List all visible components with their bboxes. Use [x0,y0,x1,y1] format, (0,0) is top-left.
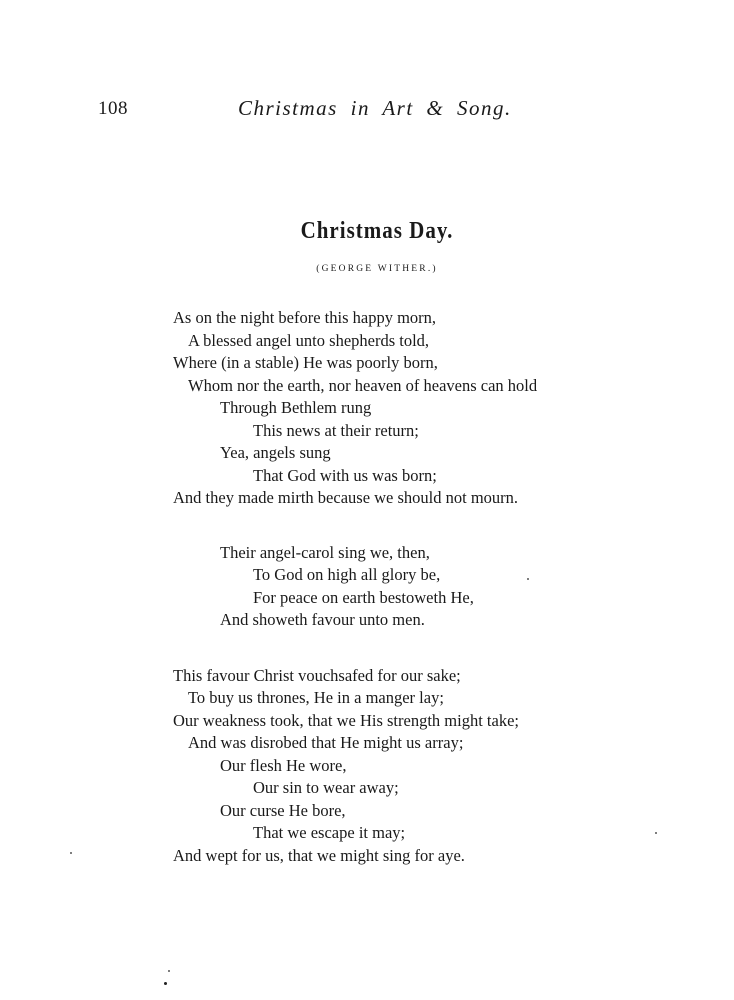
poem-line: To God on high all glory be, [253,565,441,584]
poem-line: Our curse He bore, [220,801,346,820]
running-head: Christmas in Art & Song. [238,96,512,120]
page-number: 108 [98,98,128,119]
poem-line: And was disrobed that He might us array; [188,733,464,752]
print-speck [655,832,657,834]
poem-author: (GEORGE WITHER.) [316,264,438,274]
poem-line: Our flesh He wore, [220,756,347,775]
poem-line: Whom nor the earth, nor heaven of heavens can hold [188,376,538,395]
poem-line: Where (in a stable) He was poorly born, [173,353,438,372]
print-speck [527,578,529,580]
poem-line: This favour Christ vouchsafed for our sake; [173,666,461,685]
poem-line: Their angel-carol sing we, then, [220,543,430,562]
poem-line: This news at their return; [253,421,419,440]
poem-line: That we escape it may; [253,823,406,842]
poem-line: That God with us was born; [253,466,437,485]
poem-line: As on the night before this happy morn, [173,308,437,327]
print-speck [70,852,72,854]
print-speck [168,970,170,972]
poem-line: A blessed angel unto shepherds told, [188,331,430,350]
poem-line: Yea, angels sung [220,443,331,462]
poem-line: And showeth favour unto men. [220,610,425,629]
poem-line: And they made mirth because we should not mourn. [173,488,519,507]
poem-line: For peace on earth bestoweth He, [253,588,474,607]
poem-line: Our weakness took, that we His strength might take; [173,711,519,730]
poem-line: Our sin to wear away; [253,778,399,797]
poem-title: Christmas Day. [300,216,454,244]
print-speck [164,982,167,985]
poem-line: And wept for us, that we might sing for aye. [173,846,465,865]
poem-line: Through Bethlem rung [220,398,372,417]
poem-line: To buy us thrones, He in a manger lay; [188,688,444,707]
